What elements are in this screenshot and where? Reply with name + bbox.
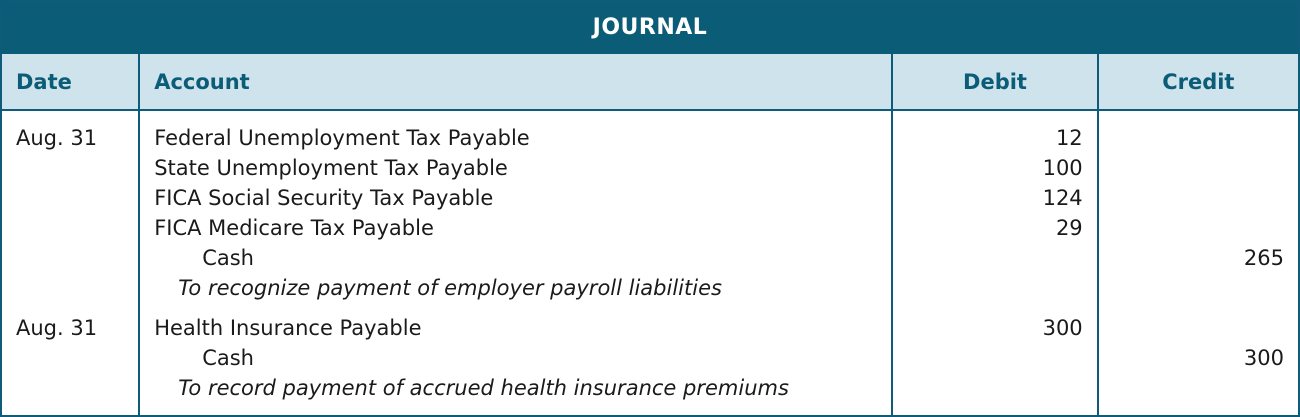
entry-date: Aug. 31 [16, 126, 98, 150]
column-header-credit: Credit [1098, 54, 1298, 110]
entry-debit-cell [892, 110, 1097, 303]
account-line: FICA Social Security Tax Payable [154, 186, 494, 210]
credit-amount [1113, 153, 1284, 183]
journal-entry-row [2, 303, 1298, 415]
account-line: Health Insurance Payable [154, 316, 422, 340]
entry-credit-cell [1098, 110, 1298, 303]
journal-title: JOURNAL [2, 2, 1298, 54]
credit-amount: 265 [1243, 246, 1284, 270]
debit-amount [907, 343, 1082, 373]
journal-table-body [2, 110, 1298, 415]
journal-entry-row [2, 110, 1298, 303]
journal-table [2, 54, 1298, 415]
credit-amount [1113, 313, 1284, 343]
account-line: State Unemployment Tax Payable [154, 156, 508, 180]
entry-date-cell [2, 110, 139, 303]
account-line-credit: Cash [202, 346, 254, 370]
entry-date-cell [2, 303, 139, 415]
header-row [2, 54, 1298, 110]
account-line: FICA Medicare Tax Payable [154, 216, 434, 240]
entry-memo: To record payment of accrued health insurance premiums [178, 376, 789, 400]
credit-amount: 300 [1243, 346, 1284, 370]
entry-credit-cell [1098, 303, 1298, 415]
debit-amount: 100 [1042, 156, 1083, 180]
debit-amount: 29 [1055, 216, 1083, 240]
debit-amount: 12 [1055, 126, 1083, 150]
entry-account-cell [139, 110, 892, 303]
entry-memo: To recognize payment of employer payroll liabilities [178, 276, 722, 300]
account-line-credit: Cash [202, 246, 254, 270]
debit-amount: 124 [1042, 186, 1083, 210]
debit-amount: 300 [1042, 316, 1083, 340]
column-header-date: Date [2, 54, 139, 110]
entry-account-cell [139, 303, 892, 415]
journal-table-header [2, 54, 1298, 110]
account-line: Federal Unemployment Tax Payable [154, 126, 530, 150]
entry-date: Aug. 31 [16, 316, 98, 340]
credit-amount [1113, 183, 1284, 213]
column-header-account: Account [139, 54, 892, 110]
credit-amount [1113, 213, 1284, 243]
debit-amount [907, 243, 1082, 273]
credit-amount [1113, 123, 1284, 153]
entry-debit-cell [892, 303, 1097, 415]
column-header-debit: Debit [892, 54, 1097, 110]
